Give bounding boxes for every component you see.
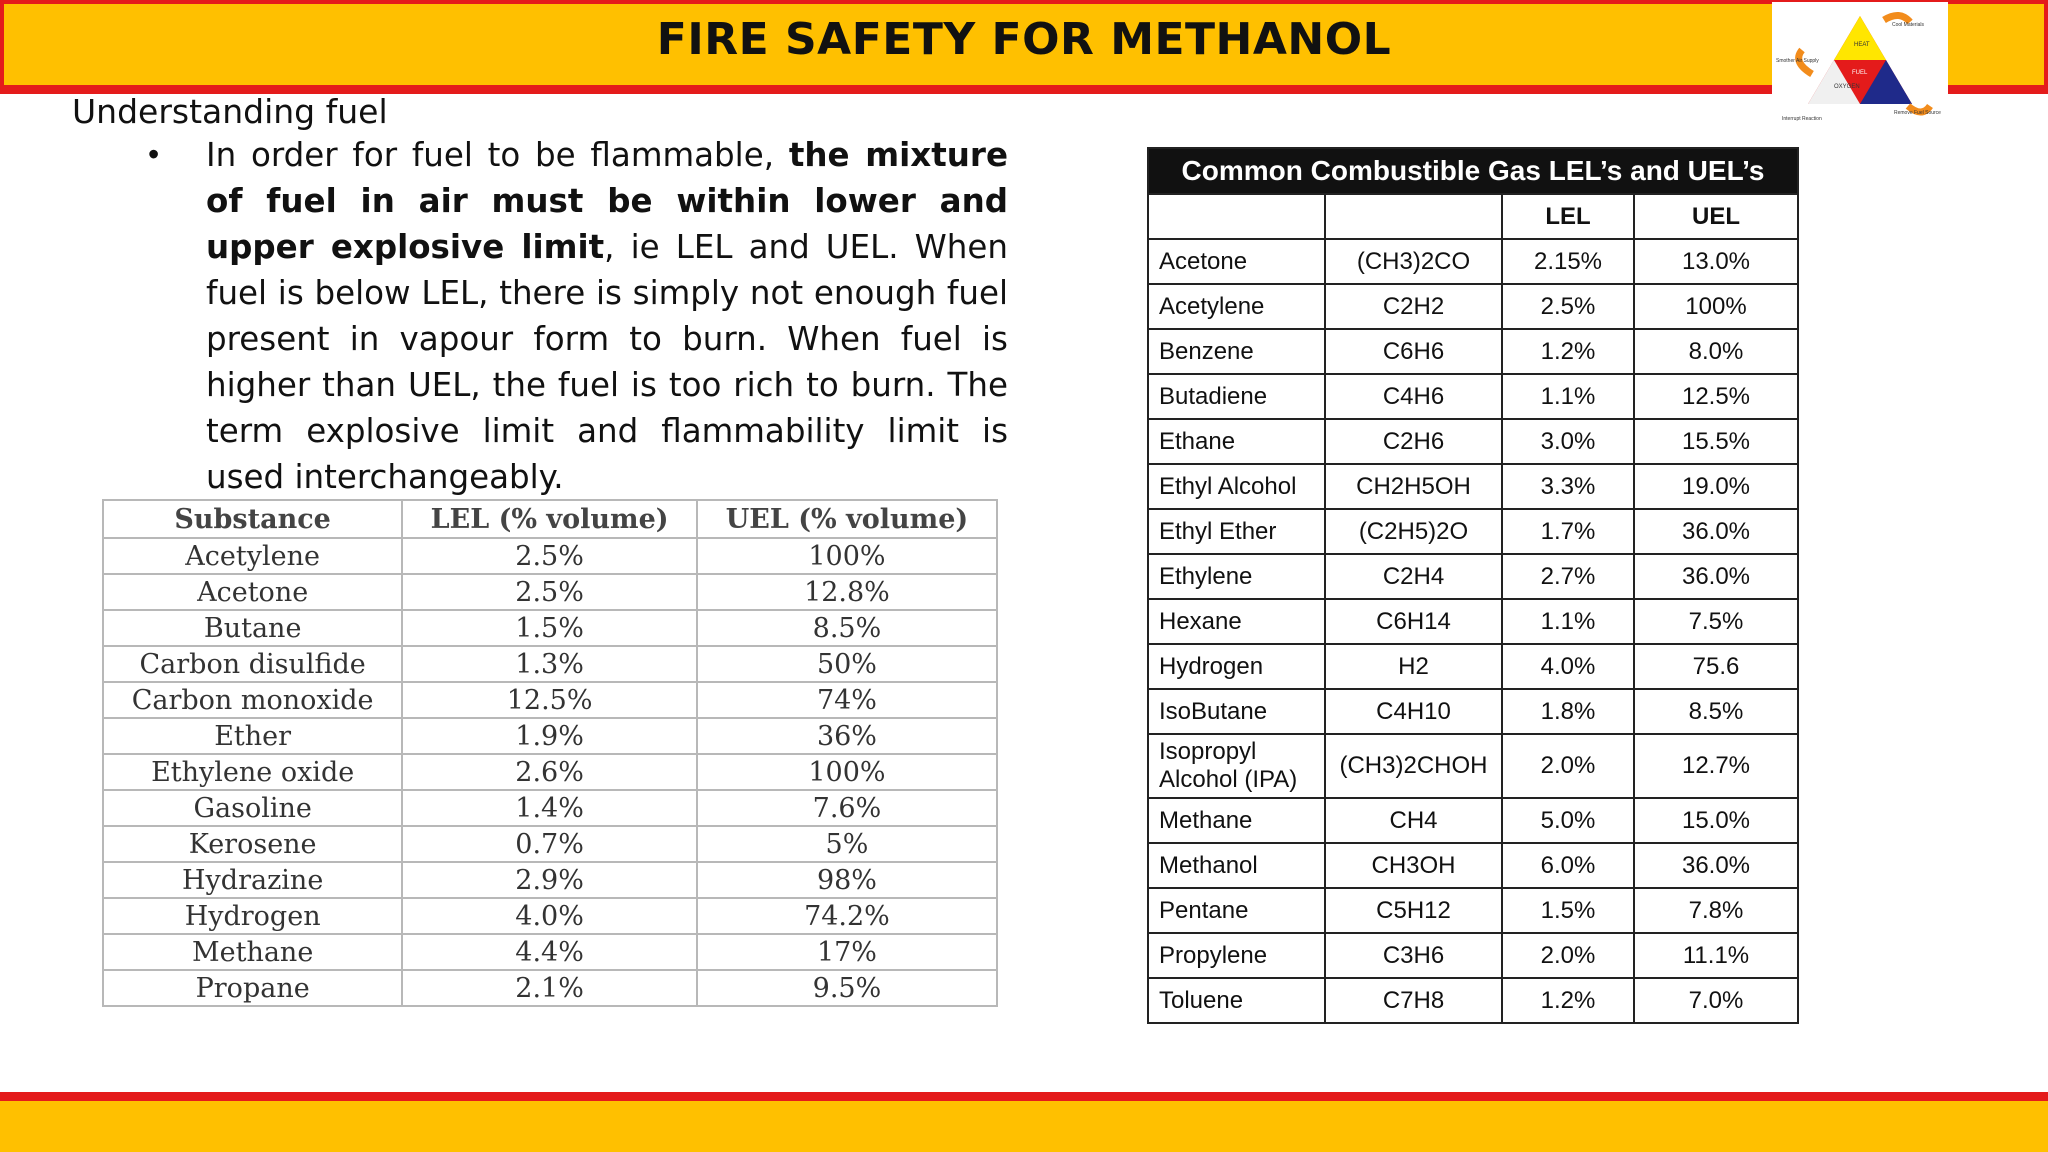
uel-cell: 98% bbox=[697, 862, 997, 898]
table-row bbox=[103, 610, 997, 646]
combustible-gas-table bbox=[1147, 147, 1799, 1024]
table-row bbox=[1148, 798, 1798, 843]
gas-name-cell: Butadiene bbox=[1148, 374, 1325, 419]
lel-cell: 5.0% bbox=[1502, 798, 1634, 843]
table-row bbox=[1148, 284, 1798, 329]
gas-name-cell: Toluene bbox=[1148, 978, 1325, 1023]
lel-cell: 0.7% bbox=[402, 826, 697, 862]
table-row bbox=[1148, 888, 1798, 933]
substance-cell: Carbon disulfide bbox=[103, 646, 402, 682]
lel-cell: 1.1% bbox=[1502, 599, 1634, 644]
formula-cell: CH4 bbox=[1325, 798, 1502, 843]
gas-name-cell: Ethyl Ether bbox=[1148, 509, 1325, 554]
formula-cell: H2 bbox=[1325, 644, 1502, 689]
formula-cell: C6H6 bbox=[1325, 329, 1502, 374]
combustible-gas-table-wrap bbox=[1147, 147, 1799, 1024]
uel-cell: 17% bbox=[697, 934, 997, 970]
table-row bbox=[103, 790, 997, 826]
table-row bbox=[103, 754, 997, 790]
substance-cell: Acetone bbox=[103, 574, 402, 610]
table-row bbox=[1148, 644, 1798, 689]
lel-cell: 2.5% bbox=[402, 538, 697, 574]
table-row bbox=[103, 646, 997, 682]
gas-name-cell: Hexane bbox=[1148, 599, 1325, 644]
lel-cell: 2.0% bbox=[1502, 734, 1634, 798]
uel-cell: 36.0% bbox=[1634, 509, 1798, 554]
uel-cell: 15.5% bbox=[1634, 419, 1798, 464]
gas-name-cell: Ethane bbox=[1148, 419, 1325, 464]
lel-cell: 1.9% bbox=[402, 718, 697, 754]
lel-cell: 1.5% bbox=[402, 610, 697, 646]
table-row bbox=[1148, 419, 1798, 464]
logo-cool-text: Cool Materials bbox=[1892, 22, 1924, 28]
uel-cell: 8.5% bbox=[697, 610, 997, 646]
lel-cell: 2.1% bbox=[402, 970, 697, 1006]
uel-cell: 100% bbox=[697, 754, 997, 790]
table-row bbox=[103, 574, 997, 610]
col-substance: Substance bbox=[103, 500, 402, 538]
uel-cell: 5% bbox=[697, 826, 997, 862]
substance-cell: Ether bbox=[103, 718, 402, 754]
lel-cell: 1.2% bbox=[1502, 978, 1634, 1023]
lel-cell: 1.8% bbox=[1502, 689, 1634, 734]
para-bold: the mixture of fuel in air must be within lower and upper explosive limit bbox=[206, 136, 1008, 266]
table-row bbox=[103, 682, 997, 718]
table-caption: Common Combustible Gas LEL’s and UEL’s bbox=[1148, 148, 1798, 194]
formula-cell: C3H6 bbox=[1325, 933, 1502, 978]
formula-cell: C7H8 bbox=[1325, 978, 1502, 1023]
fire-triangle-icon bbox=[1772, 2, 1948, 128]
gas-name-cell: Propylene bbox=[1148, 933, 1325, 978]
table-row bbox=[1148, 599, 1798, 644]
substance-cell: Propane bbox=[103, 970, 402, 1006]
table-row bbox=[103, 898, 997, 934]
gas-name-cell: Hydrogen bbox=[1148, 644, 1325, 689]
col-name bbox=[1148, 194, 1325, 239]
table-row bbox=[103, 538, 997, 574]
formula-cell: C2H4 bbox=[1325, 554, 1502, 599]
uel-cell: 100% bbox=[1634, 284, 1798, 329]
uel-cell: 11.1% bbox=[1634, 933, 1798, 978]
table-row bbox=[1148, 509, 1798, 554]
uel-cell: 7.6% bbox=[697, 790, 997, 826]
gas-name-cell: Pentane bbox=[1148, 888, 1325, 933]
logo-fuel-text: FUEL bbox=[1852, 70, 1868, 76]
uel-cell: 8.5% bbox=[1634, 689, 1798, 734]
lel-cell: 2.0% bbox=[1502, 933, 1634, 978]
substance-cell: Butane bbox=[103, 610, 402, 646]
table-row bbox=[1148, 978, 1798, 1023]
substance-cell: Carbon monoxide bbox=[103, 682, 402, 718]
lel-uel-table-left bbox=[102, 499, 998, 1007]
uel-cell: 74.2% bbox=[697, 898, 997, 934]
col-lel: LEL bbox=[1502, 194, 1634, 239]
substance-cell: Gasoline bbox=[103, 790, 402, 826]
table-row bbox=[1148, 464, 1798, 509]
lel-cell: 4.0% bbox=[1502, 644, 1634, 689]
lel-cell: 1.3% bbox=[402, 646, 697, 682]
substance-cell: Hydrazine bbox=[103, 862, 402, 898]
table-row bbox=[1148, 689, 1798, 734]
logo-oxygen-text: OXYGEN bbox=[1834, 84, 1860, 90]
table-row bbox=[1148, 374, 1798, 419]
uel-cell: 7.0% bbox=[1634, 978, 1798, 1023]
lel-cell: 2.6% bbox=[402, 754, 697, 790]
lel-cell: 3.0% bbox=[1502, 419, 1634, 464]
lel-cell: 4.4% bbox=[402, 934, 697, 970]
uel-cell: 36% bbox=[697, 718, 997, 754]
lel-cell: 2.7% bbox=[1502, 554, 1634, 599]
table-row bbox=[1148, 329, 1798, 374]
gas-name-cell: Methanol bbox=[1148, 843, 1325, 888]
uel-cell: 8.0% bbox=[1634, 329, 1798, 374]
fire-tetrahedron-logo bbox=[1772, 2, 1948, 128]
uel-cell: 9.5% bbox=[697, 970, 997, 1006]
lel-cell: 1.5% bbox=[1502, 888, 1634, 933]
left-table-body bbox=[103, 538, 997, 1006]
lel-cell: 2.15% bbox=[1502, 239, 1634, 284]
substance-cell: Hydrogen bbox=[103, 898, 402, 934]
uel-cell: 75.6 bbox=[1634, 644, 1798, 689]
gas-name-cell: Ethylene bbox=[1148, 554, 1325, 599]
uel-cell: 19.0% bbox=[1634, 464, 1798, 509]
table-caption-row bbox=[1148, 148, 1798, 194]
formula-cell: C2H2 bbox=[1325, 284, 1502, 329]
uel-cell: 36.0% bbox=[1634, 554, 1798, 599]
bullet-dot: • bbox=[148, 136, 160, 172]
formula-cell: CH2H5OH bbox=[1325, 464, 1502, 509]
col-uel: UEL (% volume) bbox=[697, 500, 997, 538]
gas-name-cell: Methane bbox=[1148, 798, 1325, 843]
col-lel: LEL (% volume) bbox=[402, 500, 697, 538]
table-row bbox=[103, 826, 997, 862]
uel-cell: 50% bbox=[697, 646, 997, 682]
formula-cell: (C2H5)2O bbox=[1325, 509, 1502, 554]
gas-name-cell: Isopropyl Alcohol (IPA) bbox=[1148, 734, 1325, 798]
col-formula bbox=[1325, 194, 1502, 239]
table-row bbox=[1148, 843, 1798, 888]
lel-cell: 6.0% bbox=[1502, 843, 1634, 888]
uel-cell: 12.7% bbox=[1634, 734, 1798, 798]
lel-cell: 3.3% bbox=[1502, 464, 1634, 509]
table-row bbox=[1148, 554, 1798, 599]
formula-cell: CH3OH bbox=[1325, 843, 1502, 888]
gas-name-cell: IsoButane bbox=[1148, 689, 1325, 734]
lel-cell: 12.5% bbox=[402, 682, 697, 718]
uel-cell: 12.5% bbox=[1634, 374, 1798, 419]
page-title: FIRE SAFETY FOR METHANOL bbox=[656, 14, 1392, 65]
formula-cell: C4H10 bbox=[1325, 689, 1502, 734]
formula-cell: C5H12 bbox=[1325, 888, 1502, 933]
uel-cell: 36.0% bbox=[1634, 843, 1798, 888]
lel-cell: 2.9% bbox=[402, 862, 697, 898]
gas-name-cell: Ethyl Alcohol bbox=[1148, 464, 1325, 509]
lel-cell: 1.7% bbox=[1502, 509, 1634, 554]
formula-cell: C2H6 bbox=[1325, 419, 1502, 464]
table-row bbox=[1148, 239, 1798, 284]
lel-cell: 4.0% bbox=[402, 898, 697, 934]
lel-cell: 1.1% bbox=[1502, 374, 1634, 419]
formula-cell: (CH3)2CO bbox=[1325, 239, 1502, 284]
lel-cell: 1.2% bbox=[1502, 329, 1634, 374]
formula-cell: C4H6 bbox=[1325, 374, 1502, 419]
logo-remove-text: Remove Fuel Source bbox=[1894, 110, 1941, 116]
substance-cell: Ethylene oxide bbox=[103, 754, 402, 790]
table-row bbox=[1148, 734, 1798, 798]
right-table-body bbox=[1148, 239, 1798, 1023]
uel-cell: 15.0% bbox=[1634, 798, 1798, 843]
table-row bbox=[103, 718, 997, 754]
substance-cell: Kerosene bbox=[103, 826, 402, 862]
table-header-row bbox=[103, 500, 997, 538]
table-header-row bbox=[1148, 194, 1798, 239]
gas-name-cell: Acetone bbox=[1148, 239, 1325, 284]
footer-band bbox=[0, 1092, 2048, 1152]
uel-cell: 7.8% bbox=[1634, 888, 1798, 933]
bullet-paragraph bbox=[206, 132, 1008, 500]
substance-cell: Methane bbox=[103, 934, 402, 970]
table-row bbox=[103, 862, 997, 898]
uel-cell: 100% bbox=[697, 538, 997, 574]
para-part2: , ie LEL and UEL. When fuel is below LEL, there is simply not enough fuel present in vapour form to burn. When fuel is higher than UEL, the fuel is too rich to burn. The term explosive limit and flammability limit is used interchangeably. bbox=[206, 228, 1008, 496]
table-row bbox=[103, 970, 997, 1006]
lel-cell: 2.5% bbox=[402, 574, 697, 610]
logo-heat-text: HEAT bbox=[1854, 42, 1870, 48]
formula-cell: C6H14 bbox=[1325, 599, 1502, 644]
logo-interrupt-text: Interrupt Reaction bbox=[1782, 116, 1822, 122]
formula-cell: (CH3)2CHOH bbox=[1325, 734, 1502, 798]
col-uel: UEL bbox=[1634, 194, 1798, 239]
table-row bbox=[103, 934, 997, 970]
uel-cell: 7.5% bbox=[1634, 599, 1798, 644]
gas-name-cell: Acetylene bbox=[1148, 284, 1325, 329]
uel-cell: 74% bbox=[697, 682, 997, 718]
gas-name-cell: Benzene bbox=[1148, 329, 1325, 374]
table-row bbox=[1148, 933, 1798, 978]
lel-cell: 2.5% bbox=[1502, 284, 1634, 329]
uel-cell: 13.0% bbox=[1634, 239, 1798, 284]
substance-cell: Acetylene bbox=[103, 538, 402, 574]
lel-cell: 1.4% bbox=[402, 790, 697, 826]
logo-smother-text: Smother Air Supply bbox=[1776, 58, 1819, 64]
uel-cell: 12.8% bbox=[697, 574, 997, 610]
subheading: Understanding fuel bbox=[72, 92, 388, 131]
para-part1: In order for fuel to be flammable, bbox=[206, 136, 789, 174]
